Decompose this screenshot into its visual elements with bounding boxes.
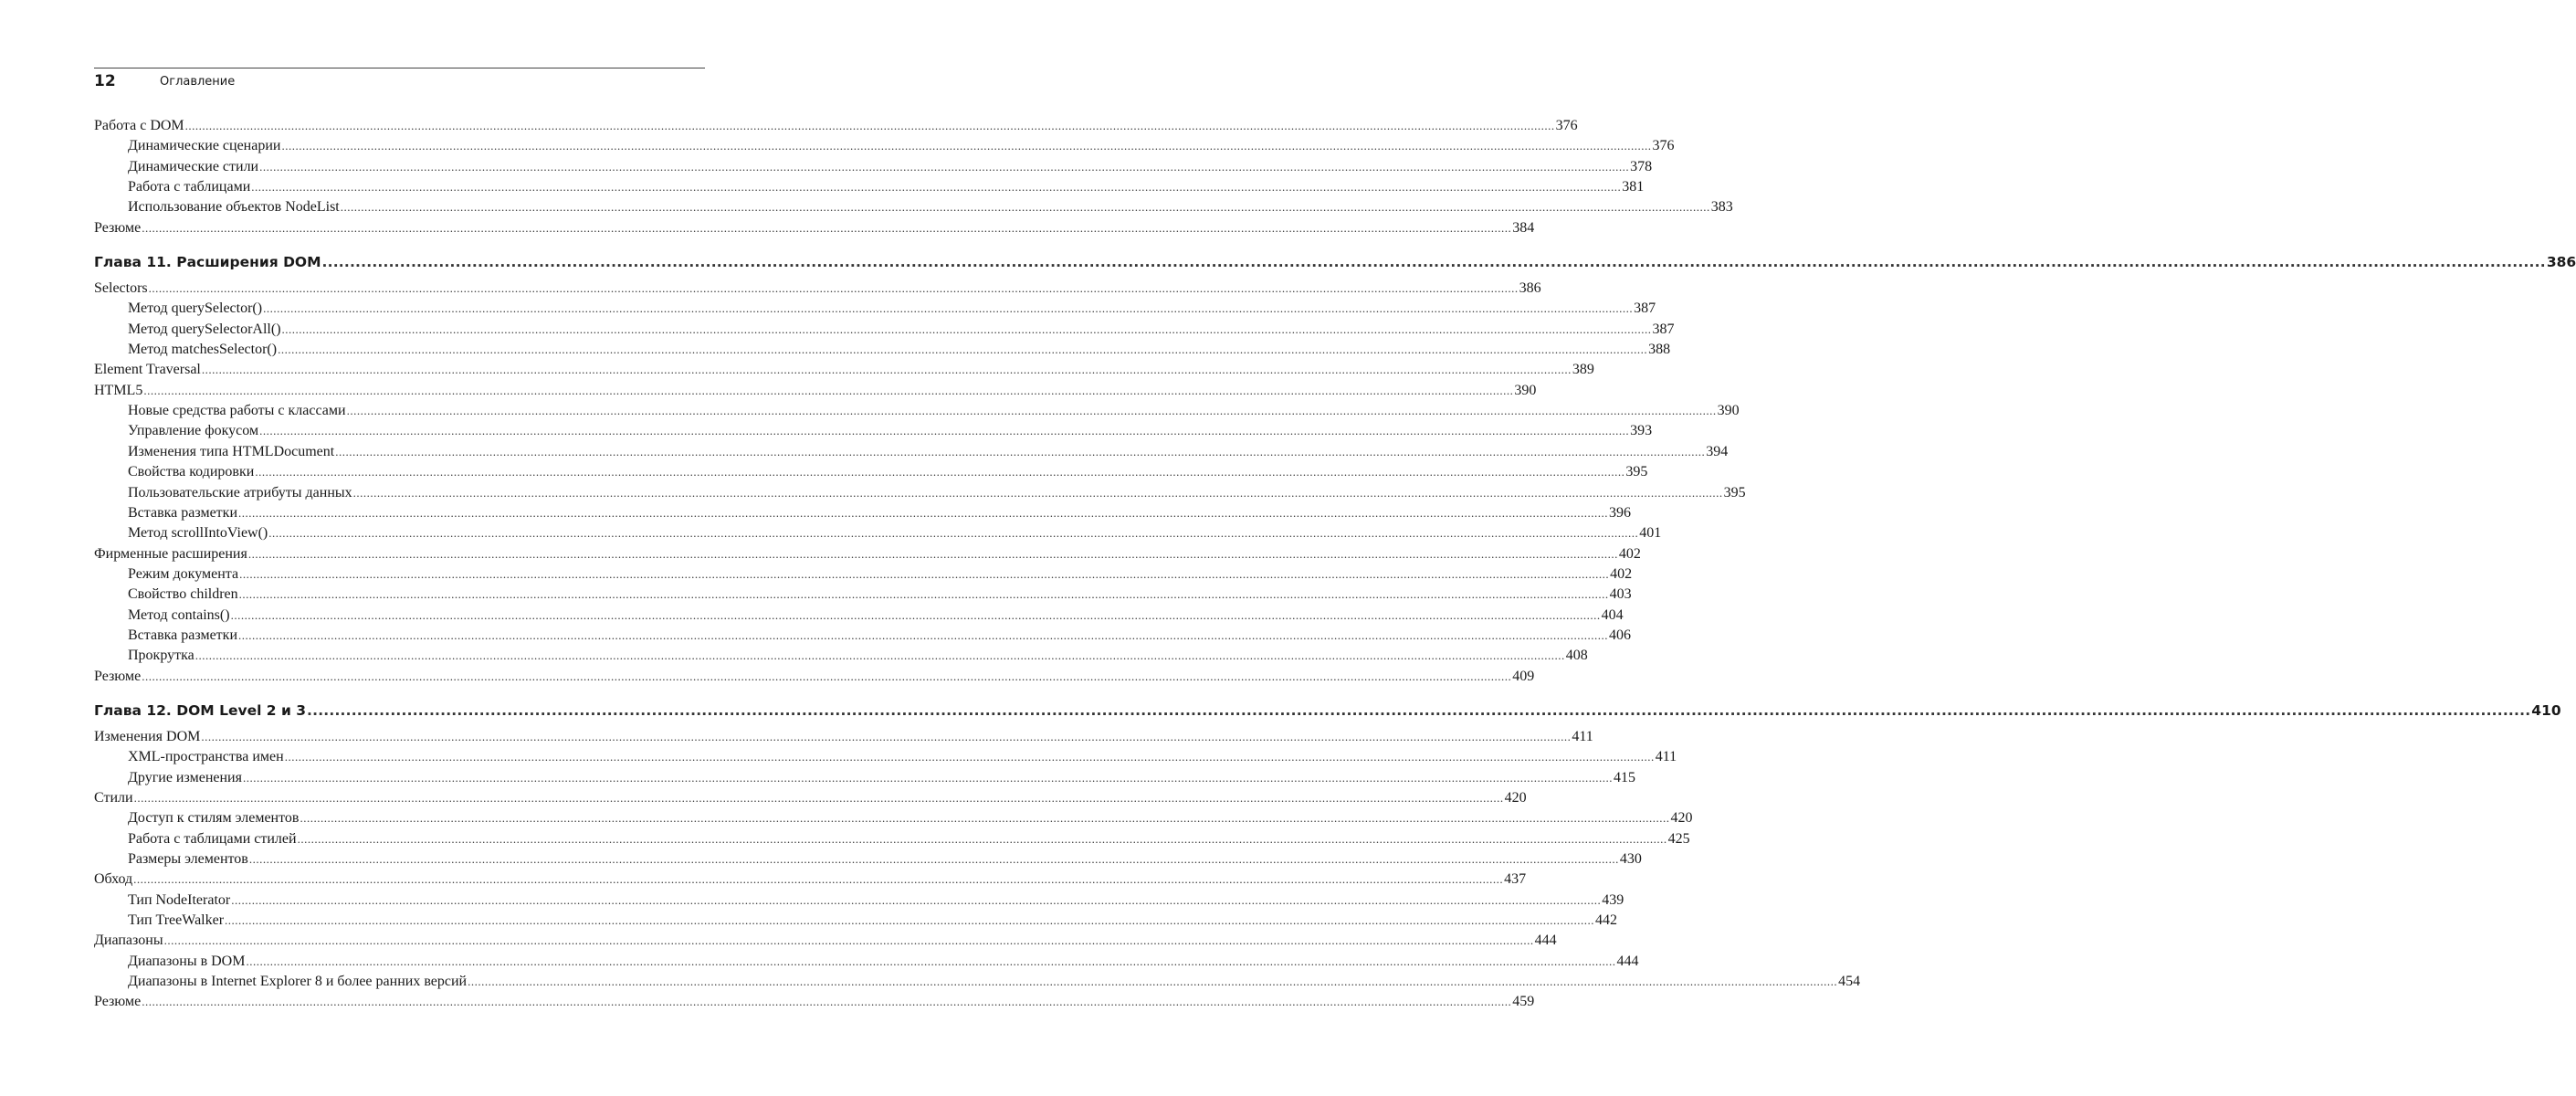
toc-entry [94,727,1593,747]
toc-entry-title: Прокрутка [128,648,195,664]
toc-entry-page: 410 [2531,701,2561,719]
toc-chapter [94,248,2576,276]
dot-leader: ................................................................................................................................................................................................................................................................................................................................................................................................................ [340,200,1710,215]
dot-leader: ................................................................................................................................................................................................................................................................................................................................................................................................................ [242,770,1613,785]
dot-leader: ................................................................................................................................................................................................................................................................................................................................................................................................................ [284,750,1655,764]
toc-entry-title: Стили [94,789,133,806]
toc-entry [94,667,1535,687]
dot-leader: ................................................................................................................................................................................................................................................................................................................................................................................................................ [238,505,1608,520]
toc-entry-page: 395 [1723,484,1746,501]
toc-entry [94,218,1535,238]
dot-leader: ................................................................................................................................................................................................................................................................................................................................................................................................................ [281,321,1652,336]
dot-leader: ................................................................................................................................................................................................................................................................................................................................................................................................................ [201,729,1572,743]
toc-entry-title: Диапазоны в DOM [128,953,246,969]
toc-entry [94,544,1641,564]
toc-entry-title: Глава 11. Расширения DOM [94,254,321,271]
toc-entry [94,911,1618,931]
toc-entry-title: Изменения типа HTMLDocument [128,443,335,459]
toc-entry [94,890,1624,911]
toc-entry [94,299,1656,319]
toc-entry-page: 376 [1652,138,1675,154]
dot-leader: ................................................................................................................................................................................................................................................................................................................................................................................................................ [321,254,2546,271]
toc-entry-page: 390 [1514,382,1537,398]
toc-entry-page: 425 [1667,830,1690,847]
toc-entry-page: 390 [1717,403,1740,419]
toc-entry [94,768,1635,788]
dot-leader: ................................................................................................................................................................................................................................................................................................................................................................................................................ [143,383,1514,397]
page-number: 12 [94,72,116,90]
toc-entry-title: Динамические сценарии [128,138,281,154]
dot-leader: ................................................................................................................................................................................................................................................................................................................................................................................................................ [352,485,1723,500]
toc-entry-title: Работа с таблицами [128,179,251,195]
toc-entry-title: Диапазоны в Internet Explorer 8 и более ранних версий [128,974,468,990]
dot-leader: ................................................................................................................................................................................................................................................................................................................................................................................................................ [142,995,1512,1009]
toc-entry-title: Selectors [94,280,148,297]
toc-entry-page: 437 [1504,871,1527,888]
dot-leader: ................................................................................................................................................................................................................................................................................................................................................................................................................ [248,852,1619,866]
toc-entry-title: Глава 12. DOM Level 2 и 3 [94,701,307,719]
toc-entry-page: 409 [1512,668,1535,684]
running-title: Оглавление [160,75,236,89]
toc-entry-title: Обход [94,871,133,888]
toc-entry-page: 386 [2546,254,2576,271]
dot-leader: ................................................................................................................................................................................................................................................................................................................................................................................................................ [231,892,1602,907]
toc-entry-title: Работа с DOM [94,118,184,133]
toc-entry-title: Управление фокусом [128,423,259,439]
toc-entry-page: 411 [1572,728,1593,744]
table-of-contents [94,116,2576,1013]
toc-entry [94,849,1642,869]
toc-entry-page: 420 [1670,810,1693,827]
toc-entry-page: 454 [1838,974,1861,990]
toc-entry-page: 442 [1595,912,1618,929]
toc-entry [94,808,1693,828]
toc-entry [94,360,1594,380]
toc-entry [94,585,1632,605]
toc-entry [94,279,1541,299]
dot-leader: ................................................................................................................................................................................................................................................................................................................................................................................................................ [142,669,1512,683]
toc-entry-title: Доступ к стилям элементов [128,810,300,827]
toc-entry [94,869,1527,890]
toc-entry [94,564,1633,585]
toc-entry [94,646,1588,666]
toc-entry-page: 403 [1609,586,1632,603]
toc-entry-page: 402 [1610,565,1633,582]
toc-entry-title: Метод querySelector() [128,300,263,317]
toc-entry [94,972,1861,992]
toc-entry-title: Element Traversal [94,362,201,378]
dot-leader: ................................................................................................................................................................................................................................................................................................................................................................................................................ [259,424,1630,438]
toc-entry-page: 415 [1613,769,1635,785]
toc-entry-page: 386 [1519,280,1541,297]
toc-entry-page: 444 [1616,953,1639,969]
toc-entry-page: 420 [1504,789,1527,806]
toc-entry-page: 401 [1639,525,1662,542]
dot-leader: ................................................................................................................................................................................................................................................................................................................................................................................................................ [225,913,1595,928]
toc-entry-page: 430 [1619,851,1642,867]
dot-leader: ................................................................................................................................................................................................................................................................................................................................................................................................................ [133,872,1504,887]
toc-entry-page: 383 [1710,199,1733,216]
toc-entry-page: 393 [1630,423,1653,439]
toc-entry [94,381,1537,401]
dot-leader: ................................................................................................................................................................................................................................................................................................................................................................................................................ [142,220,1512,235]
dot-leader: ................................................................................................................................................................................................................................................................................................................................................................................................................ [278,342,1648,357]
toc-entry-title: Резюме [94,668,142,684]
toc-entry-page: 381 [1622,179,1645,195]
toc-entry [94,952,1639,972]
dot-leader: ................................................................................................................................................................................................................................................................................................................................................................................................................ [238,627,1608,642]
toc-entry-title: Вставка разметки [128,504,237,521]
toc-entry [94,788,1527,808]
toc-entry-title: HTML5 [94,382,143,398]
toc-entry [94,829,1690,849]
dot-leader: ................................................................................................................................................................................................................................................................................................................................................................................................................ [251,180,1622,195]
toc-entry-title: Метод contains() [128,606,230,623]
dot-leader: ................................................................................................................................................................................................................................................................................................................................................................................................................ [201,363,1572,377]
toc-chapter [94,697,2561,724]
toc-entry-title: Вставка разметки [128,627,237,643]
toc-entry-page: 411 [1655,749,1677,765]
toc-entry-title: Пользовательские атрибуты данных [128,484,352,501]
running-header [94,68,705,92]
toc-entry-page: 402 [1618,545,1641,562]
dot-leader: ................................................................................................................................................................................................................................................................................................................................................................................................................ [184,119,1555,132]
toc-entry-title: Динамические стили [128,158,259,174]
toc-entry [94,462,1648,482]
dot-leader: ................................................................................................................................................................................................................................................................................................................................................................................................................ [195,648,1565,663]
toc-entry [94,401,1740,421]
toc-entry-page: 376 [1555,118,1578,133]
toc-entry-title: Метод querySelectorAll() [128,321,281,337]
dot-leader: ................................................................................................................................................................................................................................................................................................................................................................................................................ [255,465,1625,480]
toc-entry [94,483,1746,503]
toc-entry-page: 406 [1609,627,1631,643]
dot-leader: ................................................................................................................................................................................................................................................................................................................................................................................................................ [239,566,1610,581]
dot-leader: ................................................................................................................................................................................................................................................................................................................................................................................................................ [247,546,1618,561]
toc-entry-title: Режим документа [128,565,239,582]
toc-entry [94,320,1675,340]
toc-entry-title: Фирменные расширения [94,545,247,562]
toc-entry-page: 389 [1572,362,1594,378]
toc-entry-title: Новые средства работы с классами [128,403,346,419]
dot-leader: ................................................................................................................................................................................................................................................................................................................................................................................................................ [335,444,1706,458]
toc-entry-title: XML-пространства имен [128,749,284,765]
toc-entry-page: 396 [1609,504,1631,521]
dot-leader: ................................................................................................................................................................................................................................................................................................................................................................................................................ [238,587,1609,602]
toc-entry-page: 444 [1534,933,1557,949]
dot-leader: ................................................................................................................................................................................................................................................................................................................................................................................................................ [263,301,1634,316]
toc-entry [94,136,1675,156]
toc-entry-title: Свойства кодировки [128,464,255,480]
toc-entry-title: Использование объектов NodeList [128,199,340,216]
toc-entry-page: 387 [1634,300,1656,317]
toc-entry [94,442,1729,462]
toc-entry [94,523,1662,543]
toc-entry-page: 459 [1512,994,1535,1010]
toc-entry-page: 395 [1625,464,1648,480]
toc-entry [94,340,1671,360]
toc-entry [94,606,1624,626]
toc-entry [94,116,1578,136]
dot-leader: ................................................................................................................................................................................................................................................................................................................................................................................................................ [163,933,1534,948]
toc-entry-title: Метод matchesSelector() [128,342,278,358]
toc-entry-page: 378 [1630,158,1653,174]
toc-entry-title: Свойство children [128,586,238,603]
toc-entry-title: Диапазоны [94,933,163,949]
toc-entry [94,992,1535,1012]
toc-entry-page: 439 [1602,891,1624,908]
toc-entry [94,197,1733,217]
toc-entry-page: 388 [1648,342,1671,358]
toc-entry [94,503,1631,523]
toc-entry-title: Резюме [94,994,142,1010]
toc-entry-title: Тип NodeIterator [128,891,231,908]
toc-entry-page: 387 [1652,321,1675,337]
dot-leader: ................................................................................................................................................................................................................................................................................................................................................................................................................ [246,954,1616,968]
toc-entry-page: 384 [1512,219,1535,236]
dot-leader: ................................................................................................................................................................................................................................................................................................................................................................................................................ [307,701,2531,719]
dot-leader: ................................................................................................................................................................................................................................................................................................................................................................................................................ [468,975,1838,989]
toc-entry-title: Другие изменения [128,769,242,785]
dot-leader: ................................................................................................................................................................................................................................................................................................................................................................................................................ [133,790,1504,805]
dot-leader: ................................................................................................................................................................................................................................................................................................................................................................................................................ [346,404,1717,418]
toc-entry-title: Работа с таблицами стилей [128,830,297,847]
dot-leader: ................................................................................................................................................................................................................................................................................................................................................................................................................ [259,159,1630,174]
toc-entry-title: Тип TreeWalker [128,912,225,929]
toc-entry-title: Резюме [94,219,142,236]
dot-leader: ................................................................................................................................................................................................................................................................................................................................................................................................................ [268,526,1639,541]
toc-entry [94,747,1677,767]
toc-entry-title: Изменения DOM [94,728,201,744]
toc-entry-page: 394 [1706,443,1729,459]
toc-entry [94,177,1645,197]
toc-entry [94,626,1631,646]
dot-leader: ................................................................................................................................................................................................................................................................................................................................................................................................................ [300,811,1670,826]
dot-leader: ................................................................................................................................................................................................................................................................................................................................................................................................................ [297,831,1667,846]
toc-entry [94,157,1653,177]
toc-entry [94,931,1557,951]
toc-entry-title: Размеры элементов [128,851,248,867]
toc-entry [94,421,1653,441]
dot-leader: ................................................................................................................................................................................................................................................................................................................................................................................................................ [148,281,1519,296]
dot-leader: ................................................................................................................................................................................................................................................................................................................................................................................................................ [281,139,1652,153]
toc-entry-page: 404 [1601,606,1624,623]
toc-entry-title: Метод scrollIntoView() [128,525,268,542]
toc-entry-page: 408 [1565,648,1588,664]
dot-leader: ................................................................................................................................................................................................................................................................................................................................................................................................................ [230,607,1601,622]
